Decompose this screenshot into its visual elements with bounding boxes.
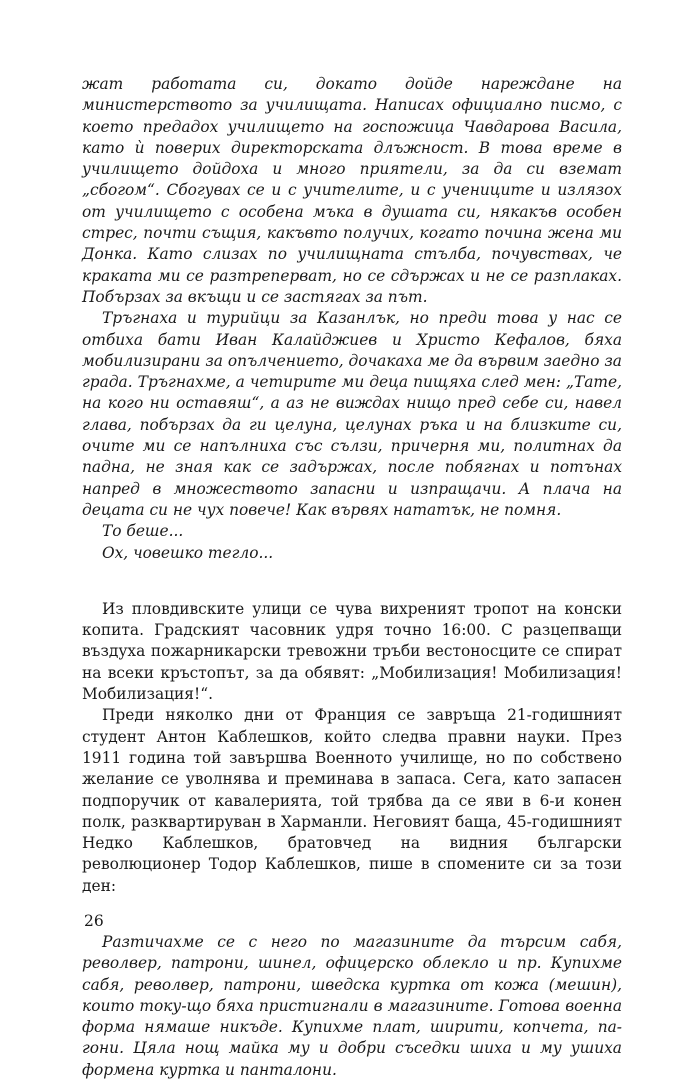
narrative-paragraph: Из пловдивските улици се чува вихреният тропот на конски копита. Градският часовник удря точно 16:00. С разцепващи въздуха пожарникарски тревожни тръби вестоносците се спират на всеки кръстопът, за да обявят: „Мобилизация! Мобилизация! Мобилизация!“. — [82, 599, 622, 704]
book-page — [82, 74, 622, 1081]
section-gap — [82, 897, 622, 932]
memoir-paragraph: жат работата си, докато дойде нареждане на министерството за училищата. Написах официално писмо, с което предадох училището на госпожица Чавдарова Васила, като ѝ поверих директорската длъжност. В това време в училището дойдоха и много приятели, за да си вземат „сбогом“. Сбогувах се и с учителите, и с учениците и излязох от училището с особена мъка в душата си, някакъв особен стрес, почти същия, какъвто получих, когато почина жена ми Донка. Като слизах по училищната стълба, почувствах, че краката ми се разтреперват, но се сдържах и не се разплаках. Побързах за вкъщи и се застягах за път. — [82, 75, 622, 306]
memoir-quote-paragraph: Разтичахме се с него по магазините да търсим сабя, револвер, патрони, шинел, офицерско облекло и пр. Купихме сабя, револвер, патрони, шведска куртка от кожа (мешин), които току-що бяха пристигнали в магазините. Готова военна форма нямаше никъде. Купихме плат, ширити, копчета, пагони. Цяла нощ майка му и добри съседки шиха и му ушиха формена куртка и панталони. — [82, 932, 622, 1079]
memoir-line: То беше... — [102, 522, 184, 541]
memoir-paragraph: Тръгнаха и турийци за Казанлък, но преди това у нас се отбиха бати Иван Калайджиев и Христо Кефалов, бяха мобилизирани за опълчението, дочакаха ме да вървим заедно за града. Тръгнахме, а четирите ми деца пищяха след мен: „Тате, на кого ни оставяш“, а аз не виждах нищо пред себе си, навел глава, побързах да ги целуна, целунах ръка и на близките си, очите ми се напълниха със сълзи, причерня ми, политнах да падна, не зная как се задържах, после побягнах и потънах напред в множеството запасни и изпращачи. А плача на децата си не чух повече! Как вървях нататък, не помня. — [82, 309, 622, 519]
narrative-paragraph: Преди няколко дни от Франция се завръща 21-годишният студент Антон Каблешков, който следва правни науки. През 1911 година той завършва Военното училище, но по собствено желание се уволнява и преминава в запаса. Сега, като запасен подпоручик от кавалерията, той трябва да се яви в 6-и конен полк, разквартируван в Харманли. Неговият баща, 45-годишният Недко Каблешков, братовчед на видния български революционер Тодор Каблешков, пише в спомените си за този ден: — [82, 706, 622, 895]
section-gap — [82, 564, 622, 599]
memoir-line: Ох, човешко тегло... — [102, 543, 274, 562]
page-number: 26 — [84, 912, 104, 930]
